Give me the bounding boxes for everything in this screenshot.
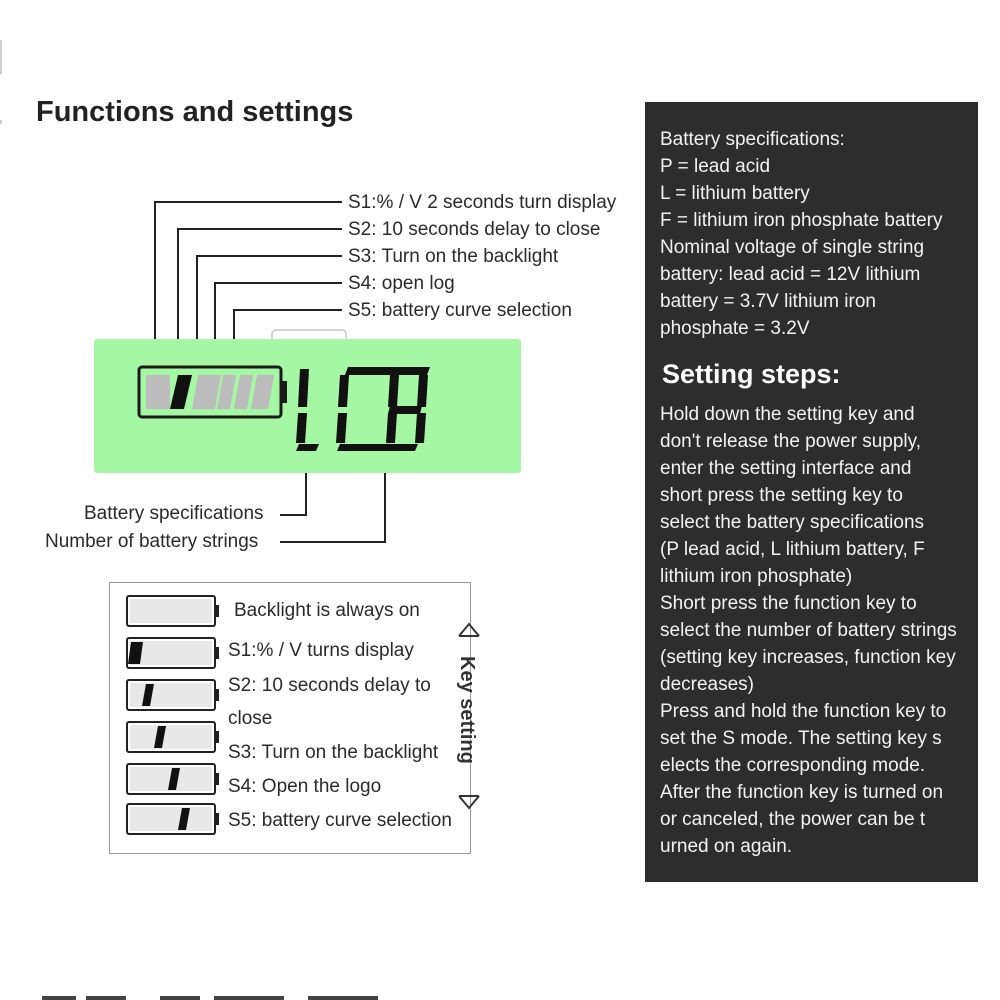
lcd-segment-ghost-1 [146,375,170,409]
callout-s3: S3: Turn on the backlight [348,246,559,267]
lcd-segment-ghost-5 [251,375,274,409]
legend-label-backlight: Backlight is always on [234,600,420,621]
step-line: urned on again. [660,836,793,857]
step-line: set the S mode. The setting key s [660,728,942,749]
spec-line: L = lithium battery [660,183,810,204]
callout-battery-strings: Number of battery strings [45,531,259,552]
lcd-segment-active [170,375,192,409]
page-title: Functions and settings [36,96,354,128]
s1-connector [155,202,342,356]
step-line: short press the setting key to [660,485,903,506]
callout-battery-specifications: Battery specifications [84,503,264,524]
setting-steps-list [660,401,975,860]
spec-line: battery: lead acid = 12V lithium [660,264,921,285]
arrow-up-icon [459,624,479,636]
spec-line: phosphate = 3.2V [660,318,810,339]
step-line: decreases) [660,674,754,695]
callout-s2: S2: 10 seconds delay to close [348,219,601,240]
step-line: elects the corresponding mode. [660,755,926,776]
step-line: select the number of battery strings [660,620,957,641]
legend-label-s5: S5: battery curve selection [228,810,452,831]
step-line: enter the setting interface and [660,458,912,479]
step-line: Hold down the setting key and [660,404,915,425]
legend-label-s2-close: close [228,708,273,729]
cropped-bottom-text [40,990,400,1000]
setting-steps-title: Setting steps: [662,359,841,389]
step-line: don't release the power supply, [660,431,921,452]
step-line: After the function key is turned on [660,782,944,803]
legend-label-s4: S4: Open the logo [228,776,382,797]
legend-label-s2: S2: 10 seconds delay to [228,675,431,696]
step-line: select the battery specifications [660,512,925,533]
lcd-digits [296,367,430,451]
key-setting-text: Key setting [456,656,478,764]
callout-s5: S5: battery curve selection [348,300,572,321]
lcd-segment-ghost-4 [234,375,253,409]
step-line: lithium iron phosphate) [660,566,853,587]
spec-line: P = lead acid [660,156,771,177]
lcd-segment-ghost-2 [192,375,221,409]
spec-line: Nominal voltage of single string [660,237,925,258]
spec-line: Battery specifications: [660,129,845,150]
legend-label-s1: S1:% / V turns display [228,640,414,661]
step-line: Press and hold the function key to [660,701,947,722]
lcd-battery-terminal [281,381,287,403]
step-line: (P lead acid, L lithium battery, F [660,539,925,560]
lcd-graphics [94,339,521,473]
legend-battery-icons [120,590,230,840]
spec-line: F = lithium iron phosphate battery [660,210,943,231]
step-line: Short press the function key to [660,593,917,614]
step-line: or canceled, the power can be t [660,809,926,830]
lcd-digit-l [296,369,319,451]
callout-s1: S1:% / V 2 seconds turn display [348,192,617,213]
left-edge-marks [0,40,6,160]
battery-spec-list [660,126,975,342]
spec-line: battery = 3.7V lithium iron [660,291,876,312]
legend-label-s3: S3: Turn on the backlight [228,742,439,763]
step-line: (setting key increases, function key [660,647,956,668]
key-setting-label [452,652,482,802]
callout-s4: S4: open log [348,273,455,294]
